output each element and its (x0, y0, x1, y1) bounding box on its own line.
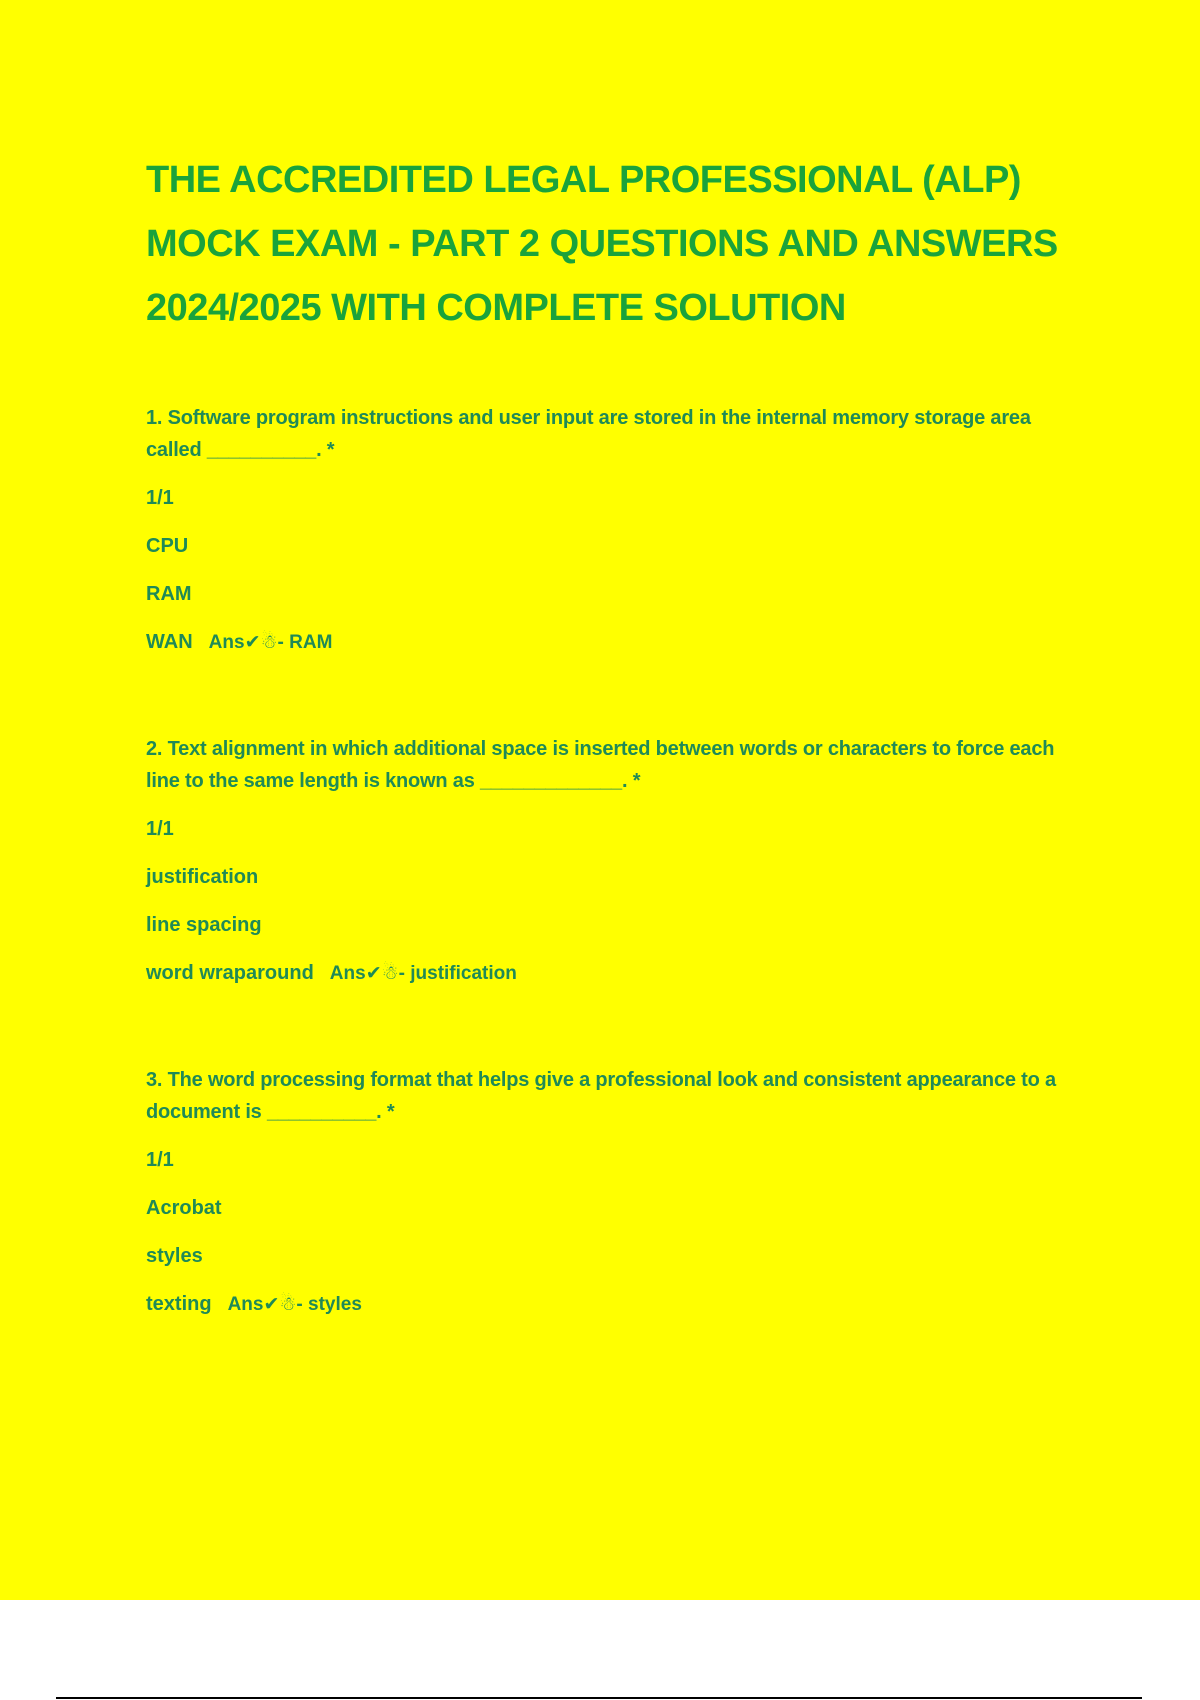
question-1-option-2: RAM (146, 583, 192, 605)
question-1 (146, 402, 1086, 659)
question-1-option-1: CPU (146, 535, 189, 557)
question-3-answer: Ans✔☃- styles (227, 1294, 362, 1315)
document-title: THE ACCREDITED LEGAL PROFESSIONAL (ALP) MOCK EXAM - PART 2 QUESTIONS AND ANSWERS 2024/2025 WITH COMPLETE SOLUTION (146, 159, 1058, 329)
question-3-text: 3. The word processing format that helps give a professional look and consistent appearance to a document is __________. * (146, 1069, 1056, 1123)
question-1-option-3: WAN (146, 631, 193, 653)
document-content (146, 148, 1086, 1321)
question-3-answer-line (146, 1288, 1086, 1321)
question-1-score: 1/1 (146, 487, 174, 509)
question-3-score: 1/1 (146, 1149, 174, 1171)
question-2-option-1: justification (146, 866, 259, 888)
question-3-option-3: texting (146, 1293, 212, 1315)
question-2-option-3: word wraparound (146, 962, 314, 984)
question-1-text: 1. Software program instructions and user input are stored in the internal memory storage area called __________. * (146, 407, 1031, 461)
question-3 (146, 1064, 1086, 1321)
question-2-option-2: line spacing (146, 914, 262, 936)
question-1-answer: Ans✔☃- RAM (208, 632, 333, 653)
question-2-text: 2. Text alignment in which additional space is inserted between words or characters to force each line to the same length is known as _____________. * (146, 738, 1055, 792)
question-3-option-2: styles (146, 1245, 203, 1267)
question-1-answer-line (146, 626, 1086, 659)
question-2 (146, 733, 1086, 990)
footer-divider (56, 1697, 1142, 1699)
question-2-answer: Ans✔☃- justification (329, 963, 517, 984)
question-2-answer-line (146, 957, 1086, 990)
question-3-option-1: Acrobat (146, 1197, 222, 1219)
question-2-score: 1/1 (146, 818, 174, 840)
